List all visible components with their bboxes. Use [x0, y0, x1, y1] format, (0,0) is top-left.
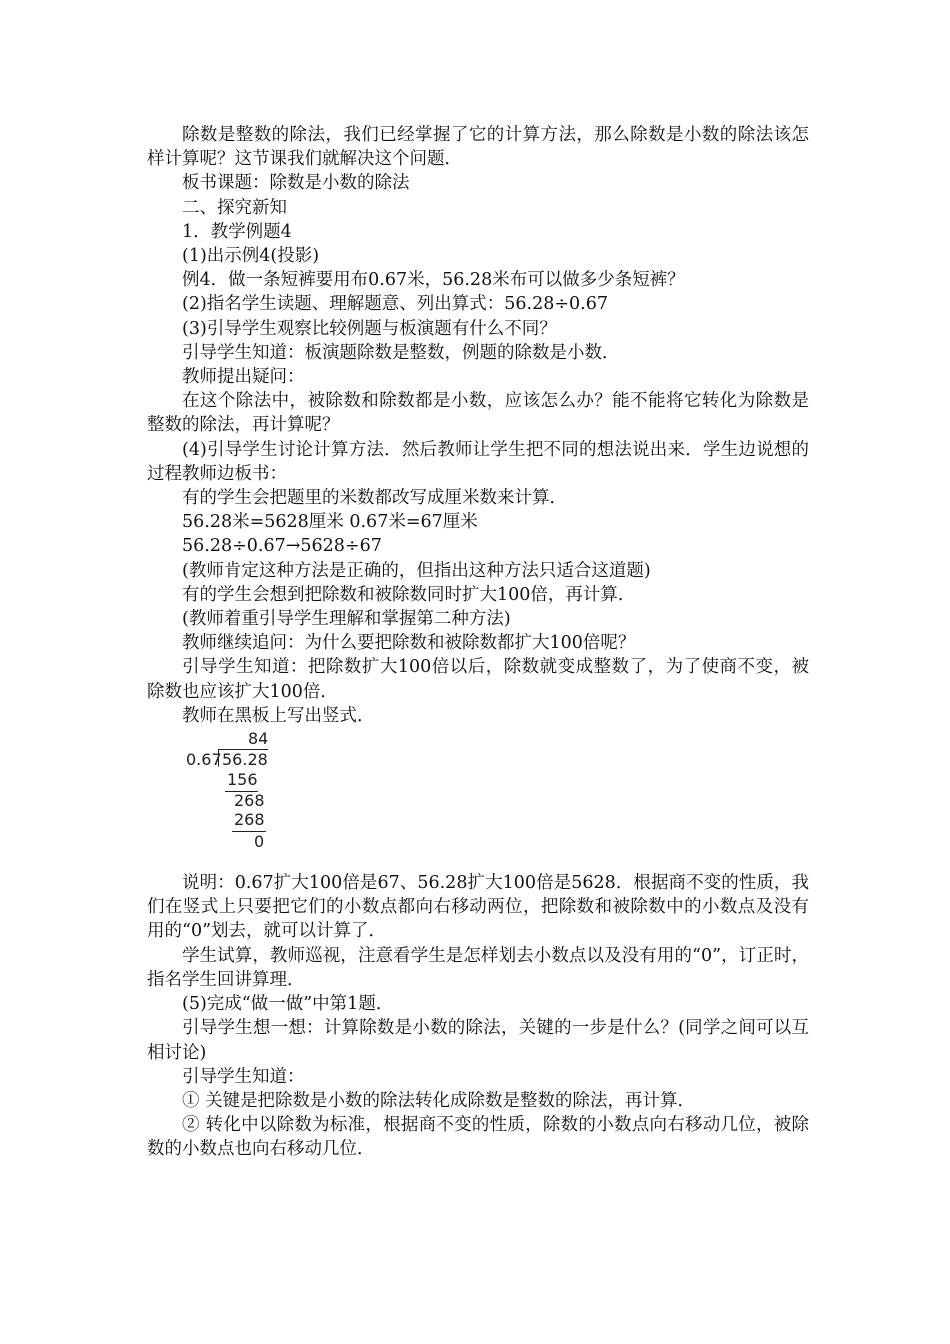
divisor: 0.67 — [186, 750, 222, 770]
paragraph: 引导学生知道：把除数扩大100倍以后，除数就变成整数了，为了使商不变，被除数也应该扩大100倍． — [147, 657, 809, 702]
paragraph: 在这个除法中，被除数和除数都是小数，应该怎么办？能不能将它转化为除数是整数的除法，再计算呢？ — [147, 391, 809, 436]
paragraph: (3)引导学生观察比较例题与板演题有什么不同？ — [182, 318, 557, 339]
paragraph: 1．教学例题4 — [182, 221, 292, 242]
paragraph: 教师继续追问：为什么要把除数和被除数都扩大100倍呢？ — [182, 633, 636, 654]
paragraph: 引导学生知道： — [182, 1066, 305, 1087]
paragraph: 教师在黑板上写出竖式． — [182, 705, 375, 726]
division-bracket — [218, 749, 219, 767]
paragraph: ① 关键是把除数是小数的除法转化成除数是整数的除法，再计算． — [182, 1090, 696, 1111]
paragraph: (5)完成“做一做”中第1题． — [182, 994, 394, 1015]
paragraph: 引导学生知道：板演题除数是整数，例题的除数是小数． — [182, 342, 620, 363]
paragraph: 除数是整数的除法，我们已经掌握了它的计算方法，那么除数是小数的除法该怎样计算呢？这节课我们就解决这个问题． — [147, 125, 809, 170]
section-before-division — [147, 123, 809, 728]
paragraph: (教师着重引导学生理解和掌握第二种方法) — [182, 609, 511, 630]
dividend: 56.28 — [222, 750, 268, 770]
final-remainder: 0 — [254, 832, 265, 852]
paragraph: (教师肯定这种方法是正确的，但指出这种方法只适合这道题) — [182, 560, 651, 581]
step-1-product: 156 — [227, 770, 258, 790]
paragraph: 引导学生想一想：计算除数是小数的除法，关键的一步是什么？(同学之间可以互相讨论) — [147, 1018, 809, 1063]
paragraph: 有的学生会想到把除数和被除数同时扩大100倍，再计算． — [182, 584, 636, 605]
long-division-figure — [147, 728, 809, 871]
paragraph: (1)出示例4(投影) — [182, 246, 320, 267]
paragraph: 56.28米=5628厘米 0.67米=67厘米 — [182, 512, 478, 533]
paragraph: (2)指名学生读题、理解题意、列出算式：56.28÷0.67 — [182, 294, 609, 315]
paragraph: 二、探究新知 — [182, 197, 287, 218]
section-after-division — [147, 871, 809, 1161]
step-2-remainder: 268 — [234, 791, 265, 811]
paragraph: 说明：0.67扩大100倍是67、56.28扩大100倍是5628．根据商不变的性质，我们在竖式上只要把它们的小数点都向右移动两位，把除数和被除数中的小数点及没有用的“0”划去，就可以计算了． — [147, 873, 809, 942]
paragraph: (4)引导学生讨论计算方法．然后教师让学生把不同的想法说出来．学生边说想的过程教师边板书： — [147, 439, 809, 484]
paragraph: 56.28÷0.67→5628÷67 — [182, 536, 382, 557]
paragraph: 板书课题：除数是小数的除法 — [182, 173, 410, 194]
paragraph: ② 转化中以除数为标准，根据商不变的性质，除数的小数点向右移动几位，被除数的小数点也向右移动几位． — [147, 1115, 809, 1160]
quotient: 84 — [248, 729, 269, 749]
paragraph: 例4．做一条短裤要用布0.67米，56.28米布可以做多少条短裤？ — [182, 270, 685, 291]
step-3-product: 268 — [234, 810, 265, 830]
paragraph: 教师提出疑问： — [182, 367, 305, 388]
paragraph: 学生试算，教师巡视，注意看学生是怎样划去小数点以及没有用的“0”，订正时，指名学生回讲算理． — [147, 945, 809, 990]
document-body — [147, 123, 809, 1162]
paragraph: 有的学生会把题里的米数都改写成厘米数来计算． — [182, 488, 567, 509]
